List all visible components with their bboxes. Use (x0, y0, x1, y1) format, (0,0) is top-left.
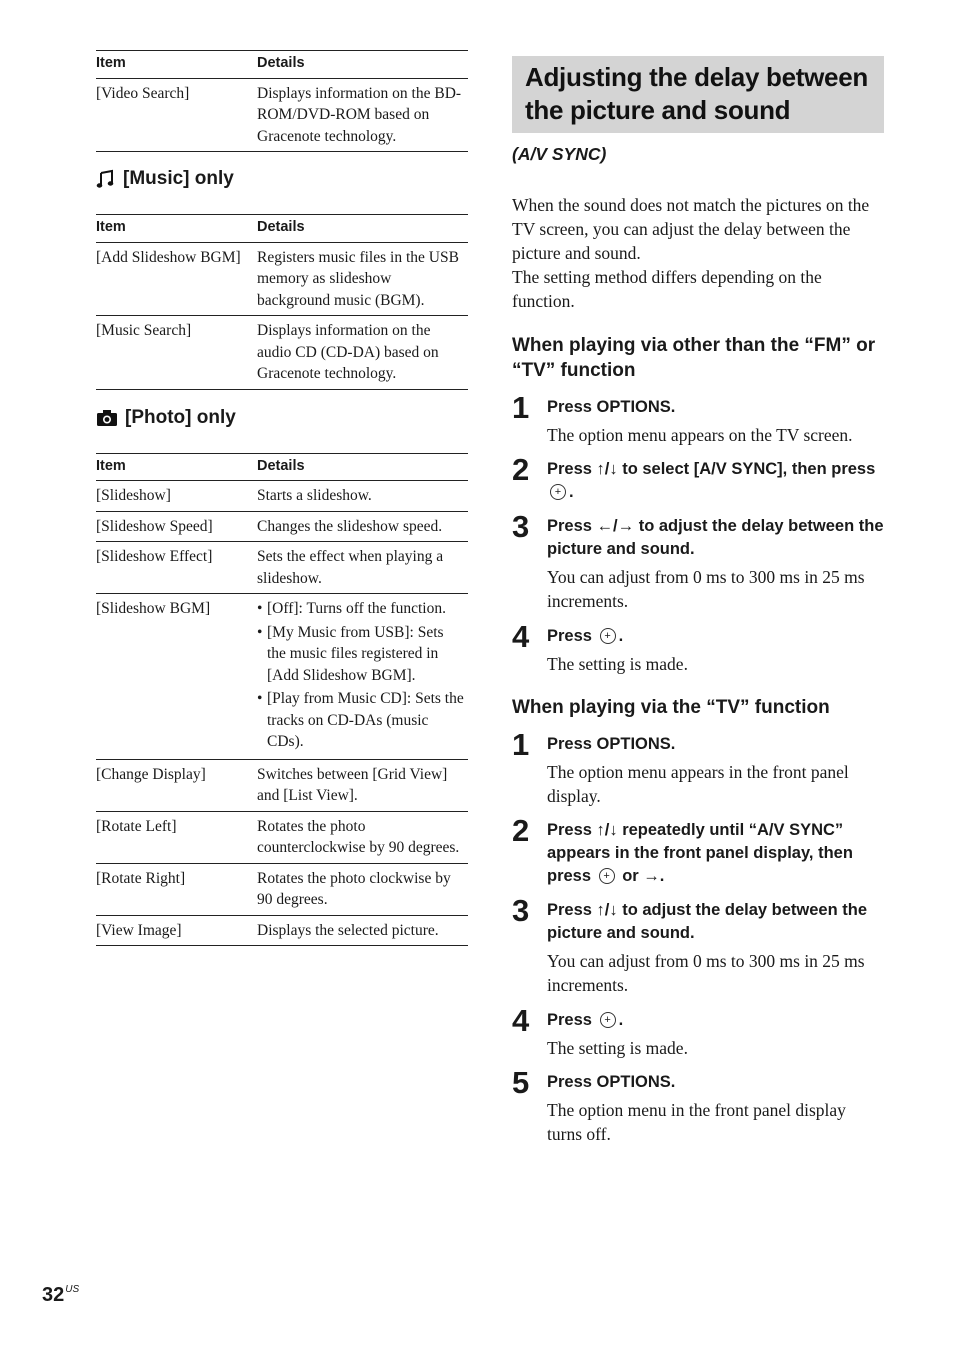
details-cell: Starts a slideshow. (257, 481, 468, 512)
step-item (512, 1003, 884, 1060)
details-cell: Displays information on the BD-ROM/DVD-ROM based on Gracenote technology. (257, 78, 468, 152)
instruction-text: Press (547, 1011, 592, 1029)
column-header-details: Details (257, 51, 468, 79)
photo-section-title: [Photo] only (125, 406, 236, 428)
camera-icon (96, 408, 118, 428)
page-number-value: 32 (42, 1284, 65, 1306)
item-cell: [Rotate Right] (96, 863, 257, 915)
step-description: The option menu in the front panel display turns off. (547, 1100, 846, 1144)
step-number: 4 (512, 1003, 530, 1038)
details-cell (257, 594, 468, 760)
table-row (96, 78, 468, 152)
step-item (512, 893, 884, 997)
instruction-text: Press ↑/↓ repeatedly until “A/V SYNC” appears in the front panel display, then press (547, 821, 853, 885)
subsection-heading: When playing via other than the “FM” or “TV” function (512, 335, 876, 381)
step-item (512, 452, 884, 504)
details-cell: Switches between [Grid View] and [List View]. (257, 759, 468, 811)
step-number: 3 (512, 509, 530, 544)
item-cell: [Music Search] (96, 316, 257, 390)
enter-button-icon (599, 868, 615, 884)
bgm-options-list (257, 598, 464, 753)
page-number-suffix: US (65, 1284, 80, 1295)
right-column (512, 56, 884, 1146)
step-instruction (547, 1009, 884, 1032)
music-table (96, 214, 468, 390)
step-item (512, 1065, 884, 1146)
step-description: The option menu appears on the TV screen. (547, 425, 853, 445)
intro-paragraph: When the sound does not match the pictures on the TV screen, you can adjust the delay between the picture and sound. (512, 195, 870, 263)
item-cell: [Slideshow Speed] (96, 511, 257, 542)
banner-title-line: the picture and sound (525, 95, 791, 125)
intro-paragraph: The setting method differs depending on the function. (512, 267, 822, 311)
step-number: 5 (512, 1065, 530, 1100)
step-number: 1 (512, 727, 530, 762)
step-item (512, 619, 884, 676)
item-cell: [View Image] (96, 915, 257, 946)
table-row (96, 511, 468, 542)
step-number: 2 (512, 813, 530, 848)
step-instruction (547, 458, 884, 504)
item-cell: [Add Slideshow BGM] (96, 242, 257, 316)
photo-table (96, 453, 468, 947)
instruction-text: . (618, 627, 624, 645)
step-number: 1 (512, 390, 530, 425)
banner-title-line: Adjusting the delay between (525, 62, 868, 92)
table-row (96, 316, 468, 390)
section-subtitle: (A/V SYNC) (512, 144, 607, 164)
column-header-item: Item (96, 453, 257, 481)
step-item (512, 727, 884, 808)
step-item (512, 813, 884, 888)
instruction-text: . (618, 1011, 624, 1029)
enter-button-icon (600, 628, 616, 644)
music-section-heading (96, 168, 468, 190)
step-instruction: Press ←/→ to adjust the delay between the picture and sound. (547, 517, 884, 558)
table-row (96, 759, 468, 811)
music-note-icon (96, 169, 116, 189)
video-table (96, 50, 468, 152)
table-row (96, 594, 468, 760)
subsection-heading: When playing via the “TV” function (512, 697, 830, 718)
step-description: You can adjust from 0 ms to 300 ms in 25 ms increments. (547, 567, 865, 611)
step-number: 2 (512, 452, 530, 487)
enter-button-icon (550, 484, 566, 500)
details-cell: Sets the effect when playing a slideshow. (257, 542, 468, 594)
instruction-text: . (569, 483, 574, 501)
list-item: • [Off]: Turns off the function. (257, 598, 464, 620)
step-description: You can adjust from 0 ms to 300 ms in 25 ms increments. (547, 951, 865, 995)
photo-section-heading (96, 407, 468, 429)
details-cell: Rotates the photo counterclockwise by 90 degrees. (257, 811, 468, 863)
step-number: 4 (512, 619, 530, 654)
step-description: The setting is made. (547, 654, 688, 674)
step-description: The setting is made. (547, 1038, 688, 1058)
column-header-details: Details (257, 453, 468, 481)
details-cell: Rotates the photo clockwise by 90 degrees. (257, 863, 468, 915)
details-cell: Displays the selected picture. (257, 915, 468, 946)
list-item: • [My Music from USB]: Sets the music files registered in [Add Slideshow BGM]. (257, 622, 464, 687)
item-cell: [Slideshow Effect] (96, 542, 257, 594)
step-instruction: Press OPTIONS. (547, 398, 676, 416)
table-row (96, 811, 468, 863)
details-cell: Registers music files in the USB memory as slideshow background music (BGM). (257, 242, 468, 316)
details-cell: Changes the slideshow speed. (257, 511, 468, 542)
table-row (96, 481, 468, 512)
music-section-title: [Music] only (123, 168, 234, 189)
details-cell: Displays information on the audio CD (CD-DA) based on Gracenote technology. (257, 316, 468, 390)
instruction-text: or →. (622, 867, 665, 885)
step-instruction: Press OPTIONS. (547, 735, 676, 753)
section-banner (512, 56, 884, 133)
item-cell: [Change Display] (96, 759, 257, 811)
table-row (96, 863, 468, 915)
instruction-text: Press ↑/↓ to select [A/V SYNC], then press (547, 460, 876, 478)
list-item: • [Play from Music CD]: Sets the tracks on CD-DAs (music CDs). (257, 688, 464, 753)
step-instruction: Press ↑/↓ to adjust the delay between the picture and sound. (547, 901, 868, 942)
column-header-details: Details (257, 215, 468, 243)
column-header-item: Item (96, 215, 257, 243)
instruction-text: Press (547, 627, 592, 645)
step-item (512, 390, 884, 447)
step-instruction (547, 625, 884, 648)
step-item (512, 509, 884, 613)
step-description: The option menu appears in the front panel display. (547, 762, 849, 806)
item-cell: [Rotate Left] (96, 811, 257, 863)
table-row (96, 242, 468, 316)
table-row (96, 915, 468, 946)
left-column (96, 50, 468, 946)
step-instruction: Press OPTIONS. (547, 1073, 676, 1091)
item-cell: [Video Search] (96, 78, 257, 152)
item-cell: [Slideshow] (96, 481, 257, 512)
column-header-item: Item (96, 51, 257, 79)
step-number: 3 (512, 893, 530, 928)
step-instruction (547, 819, 884, 888)
page-number (42, 1284, 79, 1307)
table-row (96, 542, 468, 594)
item-cell: [Slideshow BGM] (96, 594, 257, 760)
enter-button-icon (600, 1012, 616, 1028)
